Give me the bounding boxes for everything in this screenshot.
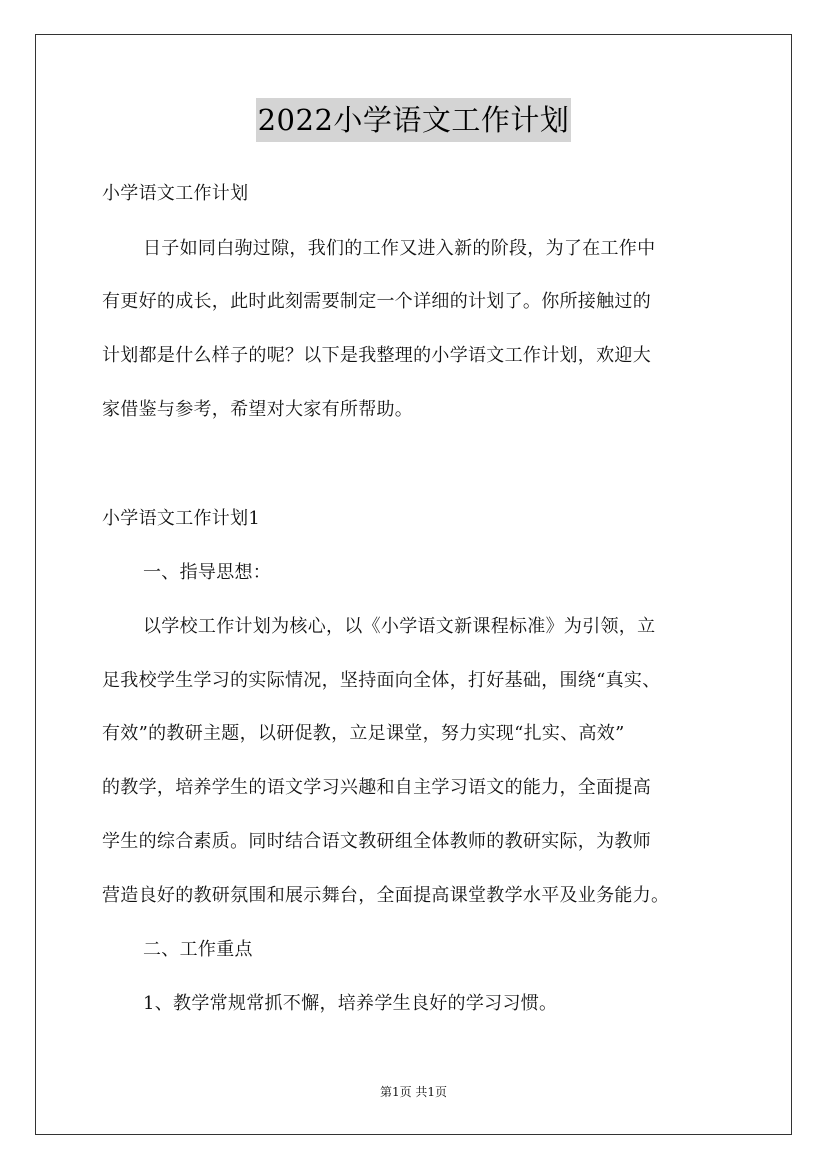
paragraph-line: 营造良好的教研氛围和展示舞台，全面提高课堂教学水平及业务能力。: [102, 885, 670, 906]
paragraph-line: 学生的综合素质。同时结合语文教研组全体教师的教研实际，为教师: [102, 831, 651, 852]
section-heading: 小学语文工作计划1: [102, 508, 261, 529]
document-title: 2022小学语文工作计划: [256, 98, 572, 142]
paragraph-line: 足我校学生学习的实际情况，坚持面向全体，打好基础，围绕“真实、: [102, 670, 661, 691]
subsection-heading: 一、指导思想：: [143, 562, 272, 583]
paragraph-line: 日子如同白驹过隙，我们的工作又进入新的阶段，为了在工作中: [143, 238, 656, 259]
subtitle: 小学语文工作计划: [102, 183, 249, 204]
paragraph-line: 的教学，培养学生的语文学习兴趣和自主学习语文的能力，全面提高: [102, 777, 651, 798]
paragraph-line: 有效”的教研主题，以研促教，立足课堂，努力实现“扎实、高效”: [102, 723, 625, 744]
paragraph-line: 家借鉴与参考，希望对大家有所帮助。: [102, 399, 414, 420]
title-container: [0, 98, 827, 142]
subsection-heading: 二、工作重点: [143, 939, 253, 960]
page-footer: 第1页 共1页: [379, 1085, 448, 1099]
paragraph-line: 1、教学常规常抓不懈，培养学生良好的学习习惯。: [143, 993, 558, 1014]
paragraph-line: 计划都是什么样子的呢？以下是我整理的小学语文工作计划，欢迎大: [102, 345, 651, 366]
paragraph-line: 有更好的成长，此时此刻需要制定一个详细的计划了。你所接触过的: [102, 291, 651, 312]
paragraph-line: 以学校工作计划为核心，以《小学语文新课程标准》为引领，立: [143, 616, 656, 637]
